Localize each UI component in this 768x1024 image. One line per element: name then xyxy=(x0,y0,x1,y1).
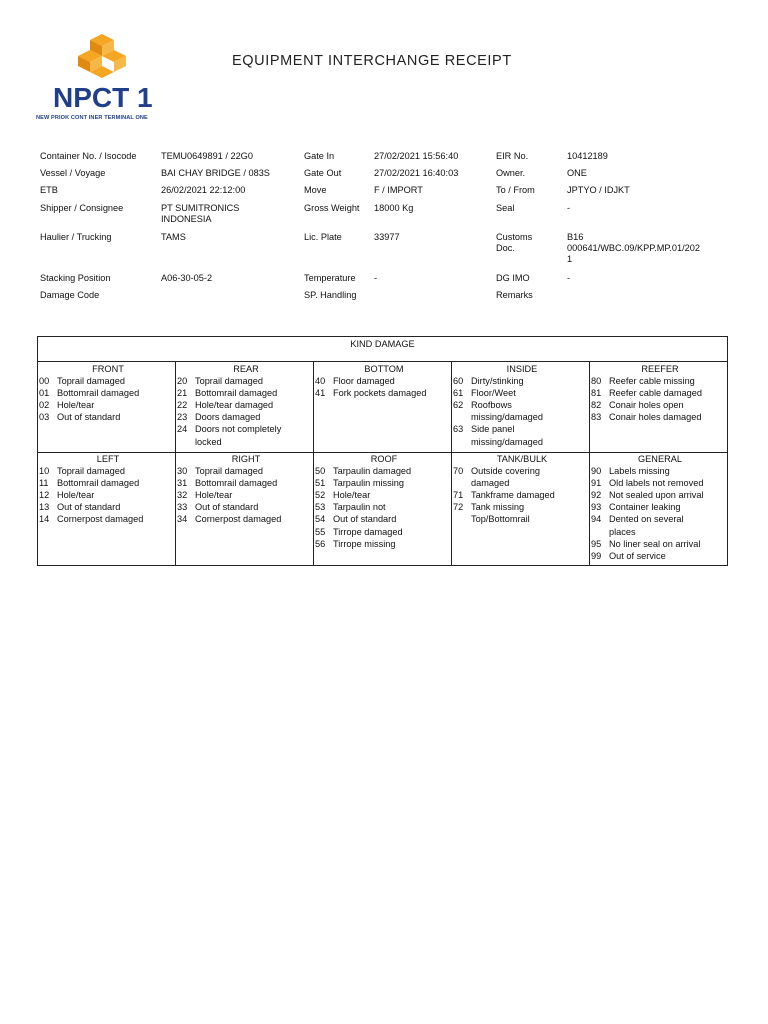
damage-description: Out of service xyxy=(609,550,666,561)
damage-code-row xyxy=(591,375,729,387)
damage-description: Cornerpost damaged xyxy=(57,514,144,525)
to-from-value: JPTYO / IDJKT xyxy=(567,185,630,195)
damage-code-row xyxy=(177,375,315,387)
gate-in-label: Gate In xyxy=(304,151,335,161)
damage-description: Tank missing xyxy=(471,502,525,513)
damage-code: 92 xyxy=(591,490,602,501)
damage-category-heading: ROOF xyxy=(370,454,398,464)
customs-value-line1: B16 xyxy=(567,232,584,242)
logo-brand-text: NPCT 1 xyxy=(53,82,153,113)
damage-code: 93 xyxy=(591,502,602,513)
damage-description: Hole/tear damaged xyxy=(195,400,274,411)
damage-category-heading: REEFER xyxy=(641,364,679,374)
damage-code: 21 xyxy=(177,388,188,399)
damage-description: Top/Bottomrail xyxy=(471,514,530,525)
damage-code: 61 xyxy=(453,388,464,399)
damage-code: 90 xyxy=(591,466,602,477)
dg-imo-label: DG IMO xyxy=(496,273,530,283)
damage-code: 52 xyxy=(315,490,326,501)
container-no-value: TEMU0649891 / 22G0 xyxy=(161,151,253,161)
damage-description: Toprail damaged xyxy=(195,466,263,477)
damage-code-row xyxy=(315,387,453,399)
damage-code: 01 xyxy=(39,388,50,399)
damage-code-row xyxy=(453,477,591,489)
damage-code-row xyxy=(591,513,729,525)
damage-category-heading: GENERAL xyxy=(638,454,682,464)
move-value: F / IMPORT xyxy=(374,185,423,195)
damage-code: 51 xyxy=(315,478,326,489)
damage-code: 22 xyxy=(177,400,188,411)
customs-label-line1: Customs xyxy=(496,232,533,242)
damage-code: 30 xyxy=(177,466,188,477)
damage-code-row xyxy=(591,538,729,550)
customs-label-line2: Doc. xyxy=(496,243,515,253)
damage-description: Side panel xyxy=(471,424,515,435)
damage-code-row xyxy=(39,465,177,477)
damage-description: Bottomrail damaged xyxy=(195,388,278,399)
damage-code: 41 xyxy=(315,388,326,399)
owner-value: ONE xyxy=(567,168,587,178)
eir-no-label: EIR No. xyxy=(496,151,529,161)
damage-code-row xyxy=(453,436,591,448)
damage-category-roof xyxy=(315,453,453,550)
damage-description: Doors not completely xyxy=(195,424,282,435)
damage-category-heading: BOTTOM xyxy=(364,364,404,374)
damage-code-row xyxy=(453,375,591,387)
damage-code-row xyxy=(591,550,729,562)
damage-description: Out of standard xyxy=(57,502,121,513)
haulier-value: TAMS xyxy=(161,232,186,242)
damage-code: 56 xyxy=(315,538,326,549)
damage-category-reefer xyxy=(591,363,729,423)
page-title: EQUIPMENT INTERCHANGE RECEIPT xyxy=(232,53,512,69)
damage-description: Reefer cable damaged xyxy=(609,388,702,399)
damage-description: Bottomrail damaged xyxy=(195,478,278,489)
damage-code-row xyxy=(39,399,177,411)
damage-description: Reefer cable missing xyxy=(609,376,695,387)
damage-description: places xyxy=(609,526,636,537)
shipper-value-line1: PT SUMITRONICS xyxy=(161,203,240,213)
damage-category-rear xyxy=(177,363,315,448)
damage-category-front xyxy=(39,363,177,423)
damage-code-row xyxy=(591,465,729,477)
damage-code-row xyxy=(453,501,591,513)
damage-code: 91 xyxy=(591,478,602,489)
damage-code-row xyxy=(591,489,729,501)
damage-code: 20 xyxy=(177,376,188,387)
damage-description: Conair holes damaged xyxy=(609,412,702,423)
customs-value-line2: 000641/WBC.09/KPP.MP.01/202 xyxy=(567,243,700,253)
damage-code-row xyxy=(315,513,453,525)
damage-description: Hole/tear xyxy=(333,490,371,501)
customs-value-line3: 1 xyxy=(567,254,573,264)
container-no-label: Container No. / Isocode xyxy=(40,151,137,161)
damage-description: damaged xyxy=(471,478,510,489)
damage-code-label: Damage Code xyxy=(40,290,100,300)
damage-description: Floor damaged xyxy=(333,376,395,387)
damage-code: 60 xyxy=(453,376,464,387)
damage-description: Doors damaged xyxy=(195,412,261,423)
gross-weight-label: Gross Weight xyxy=(304,203,360,213)
damage-description: Out of standard xyxy=(57,412,121,423)
vessel-label: Vessel / Voyage xyxy=(40,168,106,178)
damage-code-row xyxy=(177,489,315,501)
damage-code: 32 xyxy=(177,490,188,501)
shipper-value-line2: INDONESIA xyxy=(161,214,212,224)
eir-no-value: 10412189 xyxy=(567,151,608,161)
damage-category-left xyxy=(39,453,177,526)
damage-code-row xyxy=(591,477,729,489)
damage-description: No liner seal on arrival xyxy=(609,538,701,549)
sp-handling-label: SP. Handling xyxy=(304,290,357,300)
haulier-label: Haulier / Trucking xyxy=(40,232,112,242)
damage-description: Tirrope damaged xyxy=(333,526,403,537)
damage-code: 54 xyxy=(315,514,326,525)
damage-code-row xyxy=(177,501,315,513)
damage-code xyxy=(177,436,195,448)
damage-code xyxy=(453,436,471,448)
damage-category-heading: REAR xyxy=(233,364,259,374)
damage-category-heading: INSIDE xyxy=(506,364,538,374)
damage-code-row xyxy=(453,489,591,501)
damage-description: Roofbows xyxy=(471,400,512,411)
damage-description: Tankframe damaged xyxy=(471,490,555,501)
damage-code xyxy=(453,477,471,489)
damage-code-row xyxy=(177,423,315,435)
damage-code-row xyxy=(591,387,729,399)
damage-code: 95 xyxy=(591,538,602,549)
damage-description: Toprail damaged xyxy=(57,376,125,387)
damage-description: missing/damaged xyxy=(471,436,544,447)
damage-code-row xyxy=(591,526,729,538)
damage-description: Fork pockets damaged xyxy=(333,388,427,399)
damage-description: Conair holes open xyxy=(609,400,684,411)
damage-category-tank-bulk xyxy=(453,453,591,526)
damage-category-heading: TANK/BULK xyxy=(496,454,548,464)
owner-label: Owner. xyxy=(496,168,526,178)
damage-code xyxy=(453,513,471,525)
damage-code-row xyxy=(39,477,177,489)
damage-description: Bottomrail damaged xyxy=(57,478,140,489)
damage-code: 33 xyxy=(177,502,188,513)
damage-code: 31 xyxy=(177,478,188,489)
damage-category-general xyxy=(591,453,729,562)
damage-code-row xyxy=(453,399,591,411)
damage-code-row xyxy=(591,501,729,513)
damage-code: 02 xyxy=(39,400,50,411)
damage-code-row xyxy=(177,411,315,423)
damage-code: 12 xyxy=(39,490,50,501)
damage-description: Container leaking xyxy=(609,502,681,513)
damage-code-row xyxy=(315,526,453,538)
damage-description: Not sealed upon arrival xyxy=(609,490,704,501)
temperature-label: Temperature xyxy=(304,273,356,283)
stacking-label: Stacking Position xyxy=(40,273,111,283)
damage-code-row xyxy=(177,465,315,477)
shipper-label: Shipper / Consignee xyxy=(40,203,124,213)
damage-description: Hole/tear xyxy=(57,400,95,411)
damage-code-row xyxy=(39,489,177,501)
to-from-label: To / From xyxy=(496,185,535,195)
damage-description: Out of standard xyxy=(333,514,397,525)
damage-code: 80 xyxy=(591,376,602,387)
damage-code-row xyxy=(453,513,591,525)
seal-value: - xyxy=(567,203,571,213)
damage-code: 99 xyxy=(591,550,602,561)
damage-description: Out of standard xyxy=(195,502,259,513)
cube-logo-icon xyxy=(68,34,136,82)
damage-description: Tarpaulin missing xyxy=(333,478,404,489)
damage-description: Hole/tear xyxy=(57,490,95,501)
damage-code: 63 xyxy=(453,424,464,435)
damage-category-heading: LEFT xyxy=(96,454,120,464)
damage-code-row xyxy=(315,501,453,513)
damage-category-heading: RIGHT xyxy=(231,454,261,464)
damage-code-row xyxy=(453,423,591,435)
logo-tagline: NEW PRIOK CONT INER TERMINAL ONE xyxy=(36,115,148,121)
damage-code-row xyxy=(453,387,591,399)
damage-description: Toprail damaged xyxy=(57,466,125,477)
damage-code-row xyxy=(39,501,177,513)
damage-code-row xyxy=(39,387,177,399)
damage-code: 50 xyxy=(315,466,326,477)
damage-category-inside xyxy=(453,363,591,448)
damage-code-row xyxy=(453,411,591,423)
damage-code xyxy=(453,411,471,423)
remarks-label: Remarks xyxy=(496,290,533,300)
damage-category-bottom xyxy=(315,363,453,399)
gross-weight-value: 18000 Kg xyxy=(374,203,414,213)
damage-description: Dirty/stinking xyxy=(471,376,524,387)
kind-damage-title: KIND DAMAGE xyxy=(38,337,727,362)
damage-description: Tarpaulin damaged xyxy=(333,466,412,477)
damage-code-row xyxy=(591,399,729,411)
lic-plate-value: 33977 xyxy=(374,232,400,242)
damage-description: Outside covering xyxy=(471,466,540,477)
damage-code xyxy=(591,526,609,538)
damage-code: 55 xyxy=(315,526,326,537)
damage-code-row xyxy=(453,465,591,477)
stacking-value: A06-30-05-2 xyxy=(161,273,213,283)
damage-description: Dented on several xyxy=(609,514,684,525)
damage-description: Bottomrail damaged xyxy=(57,388,140,399)
damage-code: 14 xyxy=(39,514,50,525)
damage-description: Hole/tear xyxy=(195,490,233,501)
damage-code: 62 xyxy=(453,400,464,411)
gate-in-value: 27/02/2021 15:56:40 xyxy=(374,151,459,161)
damage-description: locked xyxy=(195,436,222,447)
damage-code-row xyxy=(315,538,453,550)
damage-code: 70 xyxy=(453,466,464,477)
damage-code: 23 xyxy=(177,412,188,423)
npct1-logo xyxy=(36,34,176,130)
damage-code-row xyxy=(177,399,315,411)
etb-label: ETB xyxy=(40,185,58,195)
damage-description: missing/damaged xyxy=(471,412,544,423)
vessel-value: BAI CHAY BRIDGE / 083S xyxy=(161,168,270,178)
damage-code: 72 xyxy=(453,502,464,513)
damage-code: 81 xyxy=(591,388,602,399)
damage-code-row xyxy=(177,513,315,525)
damage-code-row xyxy=(315,375,453,387)
damage-code: 10 xyxy=(39,466,50,477)
seal-label: Seal xyxy=(496,203,515,213)
damage-code: 82 xyxy=(591,400,602,411)
move-label: Move xyxy=(304,185,327,195)
damage-code: 53 xyxy=(315,502,326,513)
damage-code: 00 xyxy=(39,376,50,387)
damage-code: 11 xyxy=(39,478,49,489)
temperature-value: - xyxy=(374,273,378,283)
damage-description: Labels missing xyxy=(609,466,670,477)
damage-code: 03 xyxy=(39,412,50,423)
damage-code-row xyxy=(315,489,453,501)
damage-code: 34 xyxy=(177,514,188,525)
damage-code: 94 xyxy=(591,514,602,525)
damage-code-row xyxy=(315,477,453,489)
damage-description: Old labels not removed xyxy=(609,478,704,489)
damage-code: 13 xyxy=(39,502,50,513)
damage-description: Floor/Weet xyxy=(471,388,516,399)
damage-code-row xyxy=(39,375,177,387)
damage-description: Toprail damaged xyxy=(195,376,263,387)
damage-code: 24 xyxy=(177,424,188,435)
damage-code-row xyxy=(315,465,453,477)
etb-value: 26/02/2021 22:12:00 xyxy=(161,185,246,195)
damage-code: 40 xyxy=(315,376,326,387)
damage-description: Tarpaulin not xyxy=(333,502,386,513)
damage-code-row xyxy=(591,411,729,423)
kind-damage-table xyxy=(37,336,728,566)
damage-description: Tirrope missing xyxy=(333,538,396,549)
damage-category-right xyxy=(177,453,315,526)
dg-imo-value: - xyxy=(567,273,571,283)
gate-out-value: 27/02/2021 16:40:03 xyxy=(374,168,459,178)
damage-code: 71 xyxy=(453,490,464,501)
damage-code: 83 xyxy=(591,412,602,423)
damage-code-row xyxy=(177,477,315,489)
damage-code-row xyxy=(39,513,177,525)
lic-plate-label: Lic. Plate xyxy=(304,232,342,242)
damage-code-row xyxy=(39,411,177,423)
damage-category-heading: FRONT xyxy=(92,364,124,374)
gate-out-label: Gate Out xyxy=(304,168,342,178)
damage-description: Cornerpost damaged xyxy=(195,514,282,525)
damage-code-row xyxy=(177,387,315,399)
damage-code-row xyxy=(177,436,315,448)
